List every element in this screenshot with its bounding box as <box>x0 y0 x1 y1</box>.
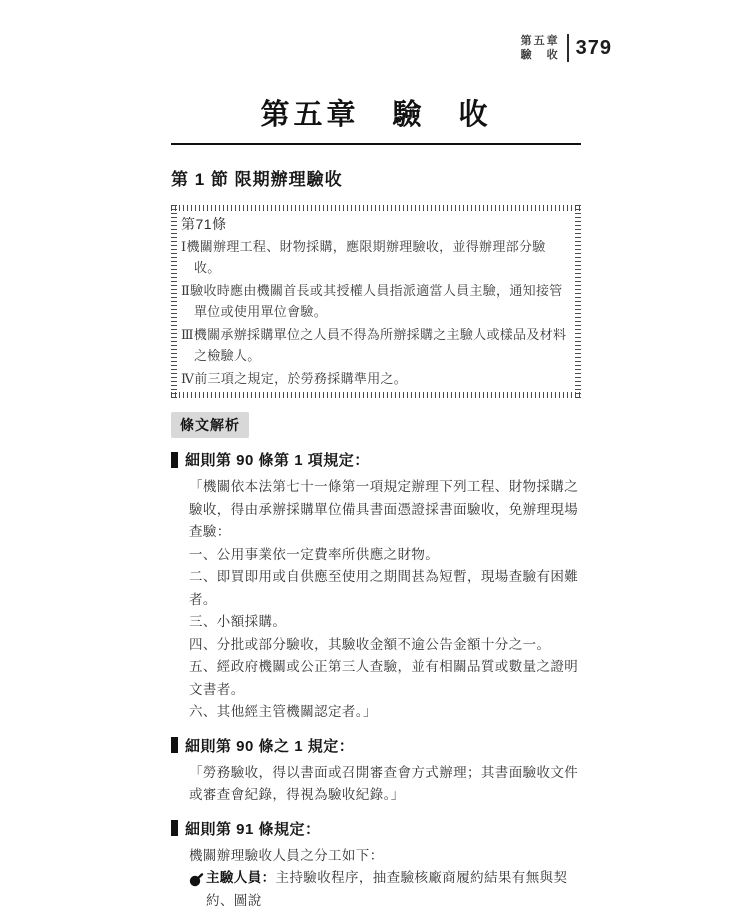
analysis-list-item: 一、公用事業依一定費率所供應之財物。 <box>189 544 581 567</box>
analysis-body <box>171 845 581 912</box>
running-chapter-line2: 驗 收 <box>521 48 560 62</box>
analysis-list-item: 五、經政府機關或公正第三人查驗，並有相關品質或數量之證明文書者。 <box>189 656 581 701</box>
running-chapter-label <box>521 34 560 62</box>
analysis-heading <box>171 735 581 756</box>
header-divider <box>567 34 569 62</box>
clause-numeral: Ⅱ <box>181 284 190 299</box>
content-column <box>171 92 581 912</box>
heading-bar-icon <box>171 737 178 753</box>
analysis-body <box>171 762 581 807</box>
analysis-body <box>171 476 581 724</box>
analysis-section-91 <box>171 818 581 912</box>
clause-text: 前三項之規定，於勞務採購準用之。 <box>194 372 407 387</box>
heading-bar-icon <box>171 820 178 836</box>
magnifier-icon <box>189 872 203 895</box>
role-bullet-text <box>206 867 581 912</box>
chapter-title: 第五章 驗 收 <box>171 92 581 145</box>
clause-numeral: Ⅳ <box>181 372 194 387</box>
law-clause <box>181 325 572 367</box>
analysis-label-badge: 條文解析 <box>171 412 249 438</box>
clause-text: 機關辦理工程、財物採購，應限期辦理驗收，並得辦理部分驗收。 <box>186 240 545 276</box>
analysis-paragraph: 「勞務驗收，得以書面或召開審查會方式辦理；其書面驗收文件或審查會紀錄，得視為驗收紀錄。」 <box>189 762 581 807</box>
analysis-intro: 機關辦理驗收人員之分工如下： <box>189 845 581 868</box>
law-article-box <box>171 205 581 398</box>
role-description: 主持驗收程序，抽查驗核廠商履約結果有無與契約、圖說 <box>206 870 567 908</box>
role-label: 主驗人員： <box>206 870 276 885</box>
page-number: 379 <box>576 37 612 60</box>
clause-numeral: Ⅰ <box>181 240 186 255</box>
article-number: 第71條 <box>181 214 572 235</box>
heading-bar-icon <box>171 452 178 468</box>
analysis-list-item: 三、小額採購。 <box>189 611 581 634</box>
clause-text: 機關承辦採購單位之人員不得為所辦採購之主驗人或樣品及材料之檢驗人。 <box>194 328 566 364</box>
analysis-heading-text: 細則第 91 條規定： <box>185 818 321 839</box>
analysis-heading <box>171 818 581 839</box>
analysis-paragraph: 「機關依本法第七十一條第一項規定辦理下列工程、財物採購之驗收，得由承辦採購單位備具書面憑證採書面驗收，免辦理現場查驗： <box>189 476 581 544</box>
running-header <box>521 34 612 62</box>
clause-numeral: Ⅲ <box>181 328 194 343</box>
analysis-list-item: 二、即買即用或自供應至使用之期間甚為短暫，現場查驗有困難者。 <box>189 566 581 611</box>
analysis-section-90-1 <box>171 449 581 724</box>
analysis-list-item: 四、分批或部分驗收，其驗收金額不逾公告金額十分之一。 <box>189 634 581 657</box>
section-heading: 第 1 節 限期辦理驗收 <box>171 165 581 190</box>
analysis-list-item: 六、其他經主管機關認定者。」 <box>189 701 581 724</box>
law-clause <box>181 237 572 279</box>
law-clause <box>181 281 572 323</box>
clause-text: 驗收時應由機關首長或其授權人員指派適當人員主驗，通知接管單位或使用單位會驗。 <box>190 284 562 320</box>
analysis-heading-text: 細則第 90 條第 1 項規定： <box>185 449 370 470</box>
analysis-section-90-1-1 <box>171 735 581 807</box>
analysis-heading-text: 細則第 90 條之 1 規定： <box>185 735 354 756</box>
running-chapter-line1: 第五章 <box>521 34 560 48</box>
role-bullet-line <box>189 867 581 912</box>
law-clause <box>181 369 572 390</box>
analysis-heading <box>171 449 581 470</box>
